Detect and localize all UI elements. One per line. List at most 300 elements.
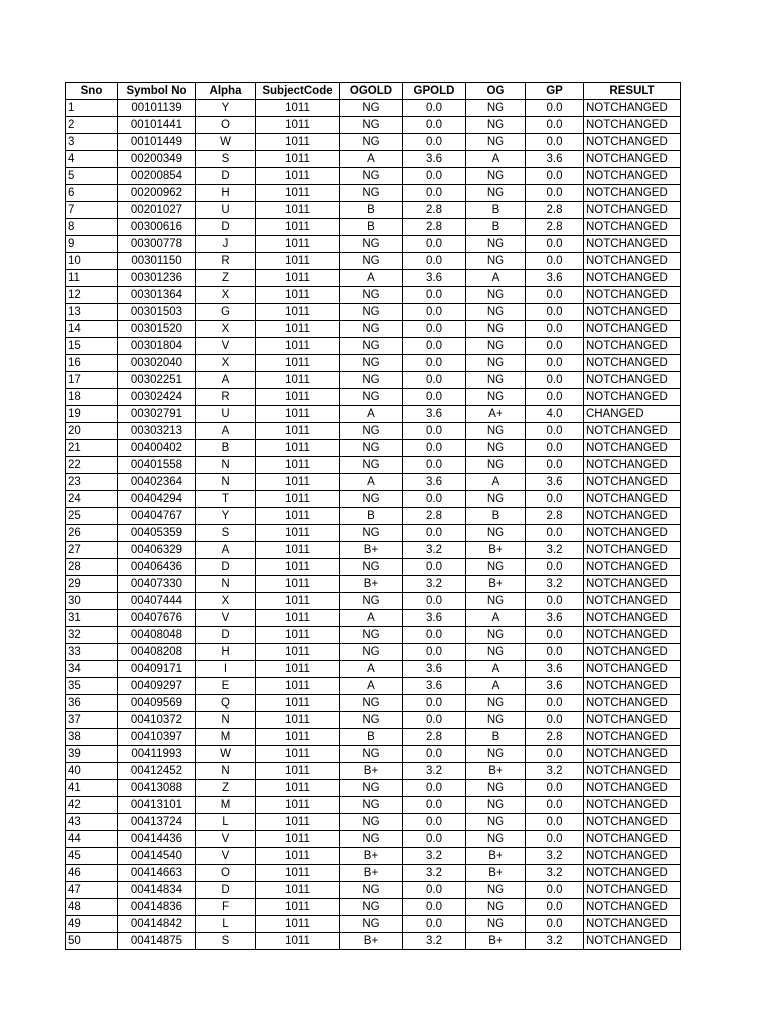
table-row <box>66 899 681 916</box>
table-row <box>66 644 681 661</box>
cell-subject-code: 1011 <box>256 508 340 525</box>
cell-ogold: NG <box>340 440 403 457</box>
cell-gp: 2.8 <box>526 202 584 219</box>
cell-gp: 0.0 <box>526 814 584 831</box>
cell-gp: 0.0 <box>526 100 584 117</box>
cell-symbol-no: 00301804 <box>118 338 196 355</box>
cell-alpha: D <box>196 559 256 576</box>
cell-sno: 21 <box>66 440 118 457</box>
cell-subject-code: 1011 <box>256 610 340 627</box>
cell-gp: 0.0 <box>526 899 584 916</box>
cell-ogold: A <box>340 151 403 168</box>
cell-symbol-no: 00303213 <box>118 423 196 440</box>
cell-symbol-no: 00409569 <box>118 695 196 712</box>
table-row <box>66 848 681 865</box>
cell-symbol-no: 00200962 <box>118 185 196 202</box>
cell-og: NG <box>466 559 526 576</box>
cell-symbol-no: 00414436 <box>118 831 196 848</box>
cell-ogold: NG <box>340 916 403 933</box>
cell-symbol-no: 00407676 <box>118 610 196 627</box>
table-row <box>66 627 681 644</box>
cell-gpold: 0.0 <box>403 389 466 406</box>
cell-result: CHANGED <box>584 406 681 423</box>
cell-result: NOTCHANGED <box>584 185 681 202</box>
table-row <box>66 168 681 185</box>
cell-gp: 0.0 <box>526 882 584 899</box>
cell-gp: 0.0 <box>526 695 584 712</box>
cell-gpold: 0.0 <box>403 100 466 117</box>
cell-gp: 3.2 <box>526 865 584 882</box>
cell-result: NOTCHANGED <box>584 831 681 848</box>
cell-gp: 3.2 <box>526 848 584 865</box>
cell-ogold: NG <box>340 559 403 576</box>
table-row <box>66 355 681 372</box>
cell-ogold: NG <box>340 712 403 729</box>
header-subject-code: SubjectCode <box>256 83 340 100</box>
cell-result: NOTCHANGED <box>584 797 681 814</box>
table-row <box>66 440 681 457</box>
cell-symbol-no: 00413088 <box>118 780 196 797</box>
cell-gp: 3.6 <box>526 474 584 491</box>
cell-sno: 25 <box>66 508 118 525</box>
cell-symbol-no: 00302791 <box>118 406 196 423</box>
cell-symbol-no: 00411993 <box>118 746 196 763</box>
cell-subject-code: 1011 <box>256 661 340 678</box>
cell-gpold: 0.0 <box>403 899 466 916</box>
table-row <box>66 134 681 151</box>
cell-og: NG <box>466 746 526 763</box>
cell-symbol-no: 00301520 <box>118 321 196 338</box>
cell-sno: 35 <box>66 678 118 695</box>
cell-og: B <box>466 219 526 236</box>
cell-ogold: NG <box>340 253 403 270</box>
cell-sno: 50 <box>66 933 118 950</box>
cell-gpold: 3.6 <box>403 610 466 627</box>
cell-symbol-no: 00406329 <box>118 542 196 559</box>
cell-result: NOTCHANGED <box>584 542 681 559</box>
cell-gpold: 0.0 <box>403 593 466 610</box>
cell-alpha: A <box>196 542 256 559</box>
cell-alpha: D <box>196 882 256 899</box>
cell-gpold: 0.0 <box>403 695 466 712</box>
cell-sno: 17 <box>66 372 118 389</box>
cell-subject-code: 1011 <box>256 253 340 270</box>
table-row <box>66 236 681 253</box>
cell-symbol-no: 00406436 <box>118 559 196 576</box>
cell-sno: 11 <box>66 270 118 287</box>
cell-gpold: 0.0 <box>403 627 466 644</box>
table-row <box>66 321 681 338</box>
cell-gpold: 3.6 <box>403 474 466 491</box>
cell-sno: 38 <box>66 729 118 746</box>
cell-subject-code: 1011 <box>256 712 340 729</box>
cell-result: NOTCHANGED <box>584 695 681 712</box>
cell-subject-code: 1011 <box>256 933 340 950</box>
cell-ogold: NG <box>340 304 403 321</box>
cell-symbol-no: 00200349 <box>118 151 196 168</box>
cell-og: NG <box>466 882 526 899</box>
cell-og: NG <box>466 117 526 134</box>
cell-subject-code: 1011 <box>256 219 340 236</box>
cell-alpha: U <box>196 406 256 423</box>
cell-og: NG <box>466 321 526 338</box>
cell-gpold: 2.8 <box>403 729 466 746</box>
cell-result: NOTCHANGED <box>584 525 681 542</box>
cell-result: NOTCHANGED <box>584 270 681 287</box>
cell-gp: 0.0 <box>526 287 584 304</box>
cell-subject-code: 1011 <box>256 372 340 389</box>
cell-result: NOTCHANGED <box>584 746 681 763</box>
header-row <box>66 83 681 100</box>
cell-symbol-no: 00301150 <box>118 253 196 270</box>
cell-ogold: B+ <box>340 763 403 780</box>
cell-symbol-no: 00101139 <box>118 100 196 117</box>
cell-subject-code: 1011 <box>256 185 340 202</box>
cell-gpold: 0.0 <box>403 559 466 576</box>
cell-alpha: D <box>196 168 256 185</box>
cell-result: NOTCHANGED <box>584 474 681 491</box>
cell-og: NG <box>466 253 526 270</box>
cell-result: NOTCHANGED <box>584 865 681 882</box>
cell-gpold: 0.0 <box>403 338 466 355</box>
table-row <box>66 287 681 304</box>
cell-subject-code: 1011 <box>256 202 340 219</box>
cell-result: NOTCHANGED <box>584 712 681 729</box>
cell-gp: 3.6 <box>526 270 584 287</box>
cell-og: NG <box>466 797 526 814</box>
cell-ogold: NG <box>340 593 403 610</box>
cell-symbol-no: 00407444 <box>118 593 196 610</box>
cell-result: NOTCHANGED <box>584 610 681 627</box>
cell-ogold: NG <box>340 134 403 151</box>
cell-og: NG <box>466 236 526 253</box>
cell-ogold: NG <box>340 168 403 185</box>
cell-alpha: S <box>196 933 256 950</box>
cell-result: NOTCHANGED <box>584 491 681 508</box>
cell-ogold: NG <box>340 491 403 508</box>
cell-og: A <box>466 678 526 695</box>
cell-gp: 0.0 <box>526 134 584 151</box>
cell-gp: 4.0 <box>526 406 584 423</box>
cell-gp: 0.0 <box>526 525 584 542</box>
cell-og: NG <box>466 423 526 440</box>
cell-sno: 37 <box>66 712 118 729</box>
cell-ogold: B+ <box>340 848 403 865</box>
cell-symbol-no: 00302424 <box>118 389 196 406</box>
cell-subject-code: 1011 <box>256 763 340 780</box>
cell-sno: 14 <box>66 321 118 338</box>
cell-gpold: 3.6 <box>403 151 466 168</box>
cell-alpha: N <box>196 457 256 474</box>
table-row <box>66 797 681 814</box>
cell-og: NG <box>466 168 526 185</box>
cell-gpold: 0.0 <box>403 304 466 321</box>
cell-result: NOTCHANGED <box>584 882 681 899</box>
cell-subject-code: 1011 <box>256 525 340 542</box>
cell-alpha: D <box>196 219 256 236</box>
cell-result: NOTCHANGED <box>584 321 681 338</box>
cell-result: NOTCHANGED <box>584 916 681 933</box>
cell-ogold: NG <box>340 797 403 814</box>
cell-alpha: G <box>196 304 256 321</box>
cell-gpold: 2.8 <box>403 202 466 219</box>
cell-symbol-no: 00414836 <box>118 899 196 916</box>
table-row <box>66 372 681 389</box>
table-row <box>66 814 681 831</box>
table-row <box>66 304 681 321</box>
cell-gp: 0.0 <box>526 355 584 372</box>
cell-gpold: 0.0 <box>403 236 466 253</box>
cell-ogold: A <box>340 270 403 287</box>
cell-symbol-no: 00301236 <box>118 270 196 287</box>
cell-sno: 39 <box>66 746 118 763</box>
cell-subject-code: 1011 <box>256 321 340 338</box>
cell-og: A <box>466 270 526 287</box>
table-row <box>66 542 681 559</box>
cell-gp: 0.0 <box>526 627 584 644</box>
cell-gp: 0.0 <box>526 644 584 661</box>
table-row <box>66 117 681 134</box>
cell-alpha: L <box>196 916 256 933</box>
cell-gpold: 0.0 <box>403 168 466 185</box>
header-symbol-no: Symbol No <box>118 83 196 100</box>
cell-alpha: Y <box>196 100 256 117</box>
cell-gp: 3.6 <box>526 151 584 168</box>
cell-gpold: 0.0 <box>403 882 466 899</box>
cell-gpold: 3.6 <box>403 678 466 695</box>
cell-sno: 43 <box>66 814 118 831</box>
cell-sno: 3 <box>66 134 118 151</box>
cell-alpha: A <box>196 423 256 440</box>
cell-subject-code: 1011 <box>256 151 340 168</box>
cell-og: NG <box>466 780 526 797</box>
cell-sno: 36 <box>66 695 118 712</box>
cell-sno: 48 <box>66 899 118 916</box>
table-row <box>66 695 681 712</box>
cell-result: NOTCHANGED <box>584 627 681 644</box>
cell-gpold: 0.0 <box>403 797 466 814</box>
cell-ogold: NG <box>340 627 403 644</box>
cell-alpha: N <box>196 474 256 491</box>
cell-og: NG <box>466 100 526 117</box>
cell-gp: 2.8 <box>526 729 584 746</box>
cell-ogold: NG <box>340 100 403 117</box>
cell-gpold: 0.0 <box>403 644 466 661</box>
cell-symbol-no: 00301364 <box>118 287 196 304</box>
cell-alpha: N <box>196 576 256 593</box>
cell-sno: 20 <box>66 423 118 440</box>
cell-gp: 0.0 <box>526 593 584 610</box>
cell-gp: 2.8 <box>526 219 584 236</box>
cell-subject-code: 1011 <box>256 916 340 933</box>
cell-symbol-no: 00302251 <box>118 372 196 389</box>
table-row <box>66 593 681 610</box>
cell-ogold: B+ <box>340 865 403 882</box>
cell-og: NG <box>466 389 526 406</box>
cell-sno: 47 <box>66 882 118 899</box>
cell-ogold: A <box>340 678 403 695</box>
cell-result: NOTCHANGED <box>584 780 681 797</box>
cell-result: NOTCHANGED <box>584 729 681 746</box>
cell-gpold: 0.0 <box>403 287 466 304</box>
cell-alpha: M <box>196 797 256 814</box>
cell-ogold: NG <box>340 746 403 763</box>
cell-og: NG <box>466 457 526 474</box>
cell-alpha: R <box>196 389 256 406</box>
cell-result: NOTCHANGED <box>584 559 681 576</box>
cell-gpold: 0.0 <box>403 253 466 270</box>
cell-subject-code: 1011 <box>256 899 340 916</box>
cell-result: NOTCHANGED <box>584 423 681 440</box>
cell-subject-code: 1011 <box>256 797 340 814</box>
table-row <box>66 610 681 627</box>
cell-subject-code: 1011 <box>256 559 340 576</box>
cell-result: NOTCHANGED <box>584 848 681 865</box>
cell-symbol-no: 00408048 <box>118 627 196 644</box>
table-row <box>66 474 681 491</box>
cell-alpha: D <box>196 627 256 644</box>
cell-gpold: 3.2 <box>403 865 466 882</box>
cell-og: NG <box>466 899 526 916</box>
cell-sno: 42 <box>66 797 118 814</box>
cell-subject-code: 1011 <box>256 814 340 831</box>
cell-gp: 0.0 <box>526 780 584 797</box>
cell-ogold: B <box>340 508 403 525</box>
header-ogold: OGOLD <box>340 83 403 100</box>
cell-og: NG <box>466 355 526 372</box>
cell-ogold: NG <box>340 185 403 202</box>
cell-subject-code: 1011 <box>256 355 340 372</box>
cell-og: NG <box>466 185 526 202</box>
cell-symbol-no: 00412452 <box>118 763 196 780</box>
cell-ogold: B+ <box>340 542 403 559</box>
cell-alpha: N <box>196 712 256 729</box>
cell-og: A <box>466 610 526 627</box>
cell-result: NOTCHANGED <box>584 593 681 610</box>
cell-symbol-no: 00409297 <box>118 678 196 695</box>
cell-ogold: NG <box>340 372 403 389</box>
cell-og: NG <box>466 304 526 321</box>
cell-result: NOTCHANGED <box>584 508 681 525</box>
cell-og: NG <box>466 440 526 457</box>
cell-gpold: 0.0 <box>403 712 466 729</box>
cell-result: NOTCHANGED <box>584 304 681 321</box>
cell-result: NOTCHANGED <box>584 151 681 168</box>
cell-gpold: 3.2 <box>403 763 466 780</box>
cell-result: NOTCHANGED <box>584 763 681 780</box>
cell-subject-code: 1011 <box>256 389 340 406</box>
cell-result: NOTCHANGED <box>584 814 681 831</box>
cell-result: NOTCHANGED <box>584 644 681 661</box>
cell-subject-code: 1011 <box>256 729 340 746</box>
cell-ogold: NG <box>340 287 403 304</box>
cell-gp: 0.0 <box>526 321 584 338</box>
cell-ogold: A <box>340 610 403 627</box>
table-row <box>66 712 681 729</box>
cell-og: NG <box>466 491 526 508</box>
cell-sno: 9 <box>66 236 118 253</box>
cell-alpha: F <box>196 899 256 916</box>
cell-alpha: Y <box>196 508 256 525</box>
cell-sno: 13 <box>66 304 118 321</box>
cell-og: NG <box>466 525 526 542</box>
cell-sno: 10 <box>66 253 118 270</box>
cell-symbol-no: 00413101 <box>118 797 196 814</box>
cell-result: NOTCHANGED <box>584 389 681 406</box>
cell-sno: 7 <box>66 202 118 219</box>
cell-alpha: W <box>196 746 256 763</box>
cell-gp: 3.2 <box>526 763 584 780</box>
cell-sno: 45 <box>66 848 118 865</box>
cell-alpha: H <box>196 644 256 661</box>
cell-subject-code: 1011 <box>256 423 340 440</box>
cell-symbol-no: 00101441 <box>118 117 196 134</box>
cell-gpold: 0.0 <box>403 491 466 508</box>
cell-symbol-no: 00404294 <box>118 491 196 508</box>
cell-subject-code: 1011 <box>256 457 340 474</box>
cell-alpha: V <box>196 338 256 355</box>
cell-sno: 26 <box>66 525 118 542</box>
cell-ogold: NG <box>340 831 403 848</box>
cell-subject-code: 1011 <box>256 440 340 457</box>
cell-symbol-no: 00414540 <box>118 848 196 865</box>
cell-gpold: 3.2 <box>403 933 466 950</box>
cell-ogold: NG <box>340 338 403 355</box>
cell-subject-code: 1011 <box>256 338 340 355</box>
cell-sno: 15 <box>66 338 118 355</box>
table-row <box>66 185 681 202</box>
cell-subject-code: 1011 <box>256 100 340 117</box>
cell-gp: 0.0 <box>526 185 584 202</box>
table-row <box>66 508 681 525</box>
cell-gp: 3.6 <box>526 678 584 695</box>
cell-subject-code: 1011 <box>256 678 340 695</box>
table-row <box>66 865 681 882</box>
cell-og: A <box>466 151 526 168</box>
header-og: OG <box>466 83 526 100</box>
cell-alpha: V <box>196 831 256 848</box>
cell-symbol-no: 00414834 <box>118 882 196 899</box>
cell-sno: 16 <box>66 355 118 372</box>
cell-ogold: B <box>340 219 403 236</box>
cell-symbol-no: 00401558 <box>118 457 196 474</box>
cell-symbol-no: 00300778 <box>118 236 196 253</box>
cell-gpold: 0.0 <box>403 780 466 797</box>
cell-sno: 8 <box>66 219 118 236</box>
cell-gpold: 3.2 <box>403 542 466 559</box>
cell-ogold: NG <box>340 695 403 712</box>
table-row <box>66 270 681 287</box>
table-row <box>66 933 681 950</box>
cell-symbol-no: 00404767 <box>118 508 196 525</box>
cell-subject-code: 1011 <box>256 831 340 848</box>
cell-alpha: L <box>196 814 256 831</box>
table-row <box>66 100 681 117</box>
cell-gpold: 0.0 <box>403 117 466 134</box>
cell-og: B <box>466 202 526 219</box>
cell-symbol-no: 00414663 <box>118 865 196 882</box>
cell-gpold: 2.8 <box>403 508 466 525</box>
cell-alpha: X <box>196 593 256 610</box>
cell-gp: 0.0 <box>526 253 584 270</box>
cell-og: NG <box>466 695 526 712</box>
cell-ogold: B <box>340 729 403 746</box>
cell-sno: 4 <box>66 151 118 168</box>
cell-ogold: A <box>340 406 403 423</box>
cell-gpold: 0.0 <box>403 355 466 372</box>
cell-sno: 31 <box>66 610 118 627</box>
cell-gp: 0.0 <box>526 916 584 933</box>
